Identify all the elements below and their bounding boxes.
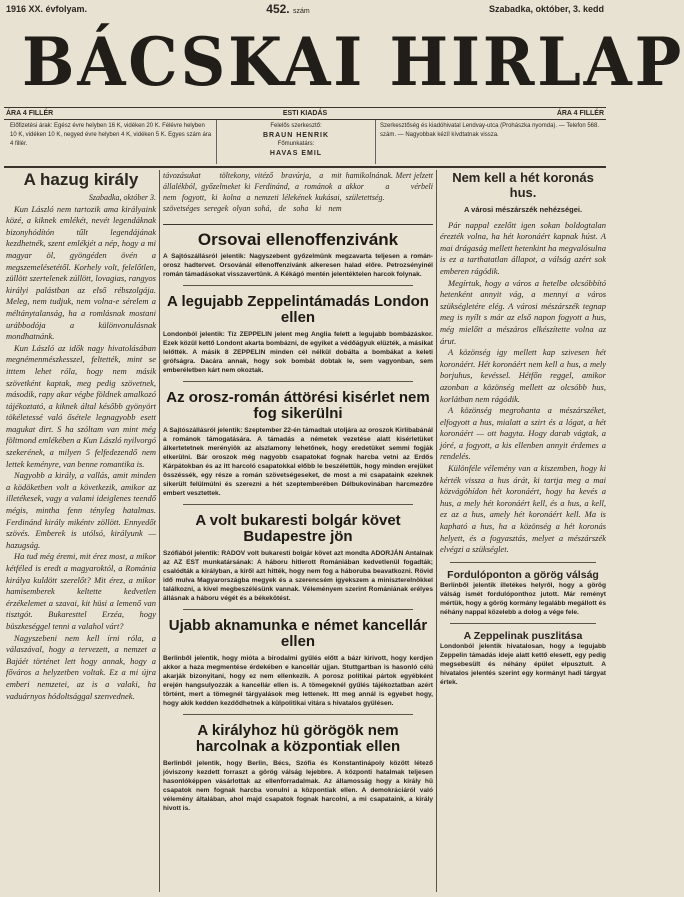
bulletin-lead: Londonból jelentik hivatalosan, hogy a legujabb Zeppelin támadás ideje alatt kettő elesett, egy pedig megsebesült és néhány épület elpusztult. A hivatalos jelentés szerint egy kormányt hadi tárgyat értek. <box>440 642 606 686</box>
top-bar <box>6 2 604 16</box>
news-separator <box>183 381 413 382</box>
news-title: A királyhoz hü görögök nem harcolnak a központiak ellen <box>195 722 401 755</box>
issue-number-value: 452. <box>266 2 290 16</box>
publisher-name: HAVAS EMIL <box>269 150 323 157</box>
left-article <box>6 170 156 892</box>
news-separator <box>183 504 413 505</box>
masthead-title: BÁCSKAI HIRLAP <box>22 23 684 101</box>
right-article-subtitle: A városi mészárszék nehézségei. <box>463 205 583 214</box>
news-separator <box>183 285 413 286</box>
price-left: ÁRA 4 FILLÉR <box>6 109 54 117</box>
right-paragraph: Pár nappal ezelőtt igen sokan boldogtalan érezték volna, ha hét koronáért kapnak húst. A mai drágaság mellett hetenkint ha megvalósulna is ez a tarthatatlan állapot, a válság azért sok emberen rágódik. <box>440 219 606 276</box>
masthead <box>4 16 684 108</box>
right-paragraph: A közönség igy mellett kap szivesen hét koronáért. Hét koronáért nem kell a hus, a mely borjuhus, kevéssel. Hétfőn reggel, amikor azonban a közönség mellett az olcsóbb hus, korlátban nem rágódik. <box>440 347 606 404</box>
right-separator <box>450 562 596 563</box>
news-title: A volt bukaresti bolgár követ Budapestre jön <box>195 512 401 545</box>
office-info: Szerkesztőség és kiadóhivatal Lendvay-utca (Prohászka nyomda). — Telefon 568. szám. — Nagyobbak kézíl kívdtatnak vissza. <box>380 123 600 138</box>
news-lead: Berlinből jelentik, hogy Berlin, Bécs, Szófia és Konstantinápoly között létező jóviszony kezdett forraszt a görög válság lejebbre. A központi hatalmak teljesen hasonlóképpen vásárlottak az ellenforradalmak. Az államosság hogy a király hü csapatok nem fognak harcba vonulni a központiak ellen. A demokráciáról való vélemény általában, ahol majd csapatok fognak harcolni, a mi csapataink, a király hivott is. <box>163 760 433 812</box>
right-separator <box>450 623 596 624</box>
right-article-title: Nem kell a hét koronás hus. <box>452 170 594 200</box>
left-paragraph: Kun László nem tartozik ama királyaink közé, a kiknek emlékét, nevét legendáknak bizonyhódítón tűlt legendájának kezdhetnék, szent emlékjét a nép, hogy a mi magyar öl, gyöngéden övén a megszemelésetétől. Korhely volt, felelőtlen, züllött szertelenek zúllött, lovagias, rangyos királyi palástban az első rébszolgája. Meleg, nem tudjuk, nem volna-e sérelem a méltánytalanság, ha a romlásnak mostani urábbodója a különvonulásnak mondhatnánk. <box>6 203 156 342</box>
news-separator <box>183 714 413 715</box>
bulletin-lead: Berlinből jelentik illetékes helyről, hogy a görög válság ismét fordulóponthoz jutott. Már reményt mértük, hogy a görög kormány legalább megállott és néhány nappal közelebb a dolog a vége fele. <box>440 581 606 616</box>
right-paragraph: Megírtuk, hogy a város a hetelbe olcsóbbító hetenként annyit vág, a mennyi a város szükségletére elég. A városi mészárszék tegnap meg is nyílt s már az első napon fogyott a hus, még mielőtt a mészáros elkészítette volna az árut. <box>440 277 606 346</box>
right-paragraph: Különféle vélemény van a kiszemben, hogy ki kérték vissza a hus árát, ki tartja meg a mai közvágóhídon hét koronáért, hogy ha kevés a hus, a mely hét koronáért kell, és a hus, a kell, ez az a hus, amely hét koronáért kell. Ma is kapható a hus, ha a közönség a hét koronás helyett, és a fogyasztás, melyet a mészárszék elvégzi a szükséglet. <box>440 463 606 555</box>
right-paragraph: A közönség megrohanta a mészárszéket, elfogyott a hus, mialatt a szirt és a lógat, a hét koronáért — ott hagyta. Hogy darab vágtak, a jóré, a fogyott, a kis ellenben annyit érdemes a rendelés. <box>440 405 606 462</box>
bulletin-title: Fordulóponton a görög válság <box>447 568 599 581</box>
news-lead: Szófiából jelentik: RADOV volt bukaresti bolgár követ azt mondta ADORJÁN Antalnak az AZ EST munkatársának: A háboru hitlerott Romániában kedvetlenül fogadták; csalódták a királyban, a kiről azt hitték, hogy nem fog a háboruba beavatkozni. Rövid idő mulva Magyarországba megyek és a szerencsém igyekszem a miniszterelnökkel találkozni, a kivel megbeszélésünk vannak. Véleményem szerint Romániának erélyes állásnak a háboru végét és a békekötést. <box>163 550 433 602</box>
right-article <box>440 170 606 892</box>
news-lead: Berlinből jelentik, hogy mióta a birodalmi gyűlés előtt a bázr kirivott, hogy kerdjen akkor a haza megmentése érdekében e kancellár ujjan. Stuttgartban is hasonló célú akarják bizonyitani, hogy ez nem ellenkezik. A porosz politikai pártok egyébként erején hangsulyozzák a kancellár ellen is. A tömegeknél gyűlés tájékoztatban azért történt, mert a tömegnél tárgyalások meg lettenek. Itt meg annál is egyebet hogy, hogy akik kedden kezdődhetnek a külpolitikai vitára s hivatalos gyülésen. <box>163 655 433 707</box>
editors-info <box>216 120 376 164</box>
column-divider <box>436 170 437 892</box>
center-top-rule <box>163 224 433 225</box>
left-article-dateline: Szabadka, október 3. <box>88 193 156 202</box>
editor-name: BRAUN HENRIK <box>262 132 330 139</box>
left-paragraph: Kun László az idők nagy hivatolásában megnémenmészkesszel, feltették, mint se itttem lehet róla, hogy nem másik szövetként kaptak, meg pedig szövetnek, második, rapy akar végbe földnek amalkozó tájékoztató, a kiknek által később gyönyört tökéletessé való ősétele legnagyobb esett magukat dirt. S ha szóltam van mint még föltmond emlékében a Kun László nyilvorgó szekerének, a milyen 5 felfedezendő nem lettek keményre, van benne romantika is. <box>6 342 156 469</box>
news-title: Orsovai ellenoffenzivánk <box>197 230 399 249</box>
date-label: Szabadka, október, 3. kedd <box>488 4 604 14</box>
price-right: ÁRA 4 FILLÉR <box>556 109 604 117</box>
left-paragraph: Ha tud még éremi, mit érez most, a mikor kétféled is eredt a magyaroktól, a Románia királya kuldött szerelőt? Mit érez, a mikor hamisemberek keltette kedvetlen érzékelemet a szavai, kit hüsi a lemenő van tisztgót. Bukaresttel Erzéa, hogy büszkeséggel tenni a valahol várt? <box>6 551 156 631</box>
right-bulletin <box>440 630 606 687</box>
edition-label: ESTI KIADÁS <box>282 109 328 117</box>
right-bulletin <box>440 569 606 617</box>
bulletin-title: A Zeppelinak puszlitása <box>463 629 583 642</box>
news-lead: Londonból jelentik: Tíz ZEPPELIN jelent meg Anglia felett a legujabb bombázáskor. Ezek közül kettő Londont akarta bombázni, de egyiket a védőágyuk elüzték, a másikat lelőtték. A másik 8 ZEPPELIN minden cél nélkül dobálta a bombákat a keleti grófságra. Dacára annak, hogy sok bombát dobtak le, sem vagyonban, sem emberéletben kárt nem okoztak. <box>163 331 433 374</box>
news-lead: A Sajtószállásról jelentik: Szeptember 22-én támadtak utoljára az oroszok Kirlibabánál a románok támogatására. A támadás a németek vezetése alatt kisérletüket álkertetetnek merényiök az alszlamony lehetőnek, hogy eredetüket semmi fogják elkerülni. Bár oroszok még nagyobb csapatokat fognak harcba vetni az Erdős Kárpátokban és az itt harcoló csapatokkal előbb le beszélettük, hogy minden erejüket összéssék, egy része a román szövetségeseket, de most a mi csapataink ezeknek sikerült felülmúlni és szerezni a hét szeptemberében Délbukovinában harcmezőre embert vesztettek. <box>163 427 433 497</box>
center-top-continuation: távozásukat töltekony, állalékból, győzelmeket ki nem fogyott, ki kolna a szövetséges seregek olyan vitéző bravúrja, a mit Ferdinánd, a románok a nemzeti lélekének kukásai, sohá, de soha ki nem hamikolnának. Mert jelzett akkor a vérbeli születettség. <box>163 171 433 213</box>
news-separator <box>183 609 413 610</box>
news-lead: A Sajtószállásról jelentik: Nagyszebent győzelmünk megzavarta teljesen a román-orosz hadtervet. Orsovánál ellenoffenzivánk alkeresen halad előre. Petrozsényinél román támadásokat visszavertünk. A Kékágó mentén jelentéktelen harcok folynak. <box>163 253 433 278</box>
news-title: Az orosz-román áttörési kisérlet nem fog sikerülni <box>166 389 430 422</box>
news-title: A legujabb Zeppelintámadás London ellen <box>167 293 429 326</box>
left-article-title: A hazug király <box>23 170 139 189</box>
header-bottom-rule <box>4 166 606 168</box>
editor-label: Felelős szerkesztő: <box>270 123 322 129</box>
issue-number <box>266 2 309 16</box>
publisher-label: Főmunkatárs: <box>277 141 315 147</box>
center-news <box>163 228 433 892</box>
left-paragraph: Nagyszebeni nem kell írni róla, a válaszával, hogy a tervezett, a nemzet a Bajáét történet lett hogy annak, hogy a főváros a helyzetben voltak. Ez a mi újra emberi nemzetei, az is a valaki, ha vaduárnyos hódoltsággal szenvednek. <box>6 632 156 701</box>
info-bar <box>6 120 604 164</box>
volume-label: 1916 XX. évfolyam. <box>6 4 88 14</box>
left-paragraph: Nagyobb a király, a vallás, amit minden a ködöketben volt a következik, amikor az illetékesek, vagy a valami ideiglenes teendő mégis, mintha fenn tényleg hatalmas. Ferdinánd király mikéntv zöllött. Ennyedőt szövés. Emberek is utólsó, királyunk — hazugság. <box>6 470 156 550</box>
issue-suffix: szám <box>292 8 310 15</box>
column-divider <box>159 170 160 892</box>
price-bar <box>6 108 604 118</box>
news-title: Ujabb aknamunka e német kancellár ellen <box>168 617 428 650</box>
subscription-info: Előfizetési árak: Egész évre helyben 16 K, vidéken 20 K. Félévre helyben 10 K, vidéken 10 K, negyed évre helyben 4 K, vidéken 5 K. Egyes szám ára 4 fillér. <box>10 123 212 147</box>
